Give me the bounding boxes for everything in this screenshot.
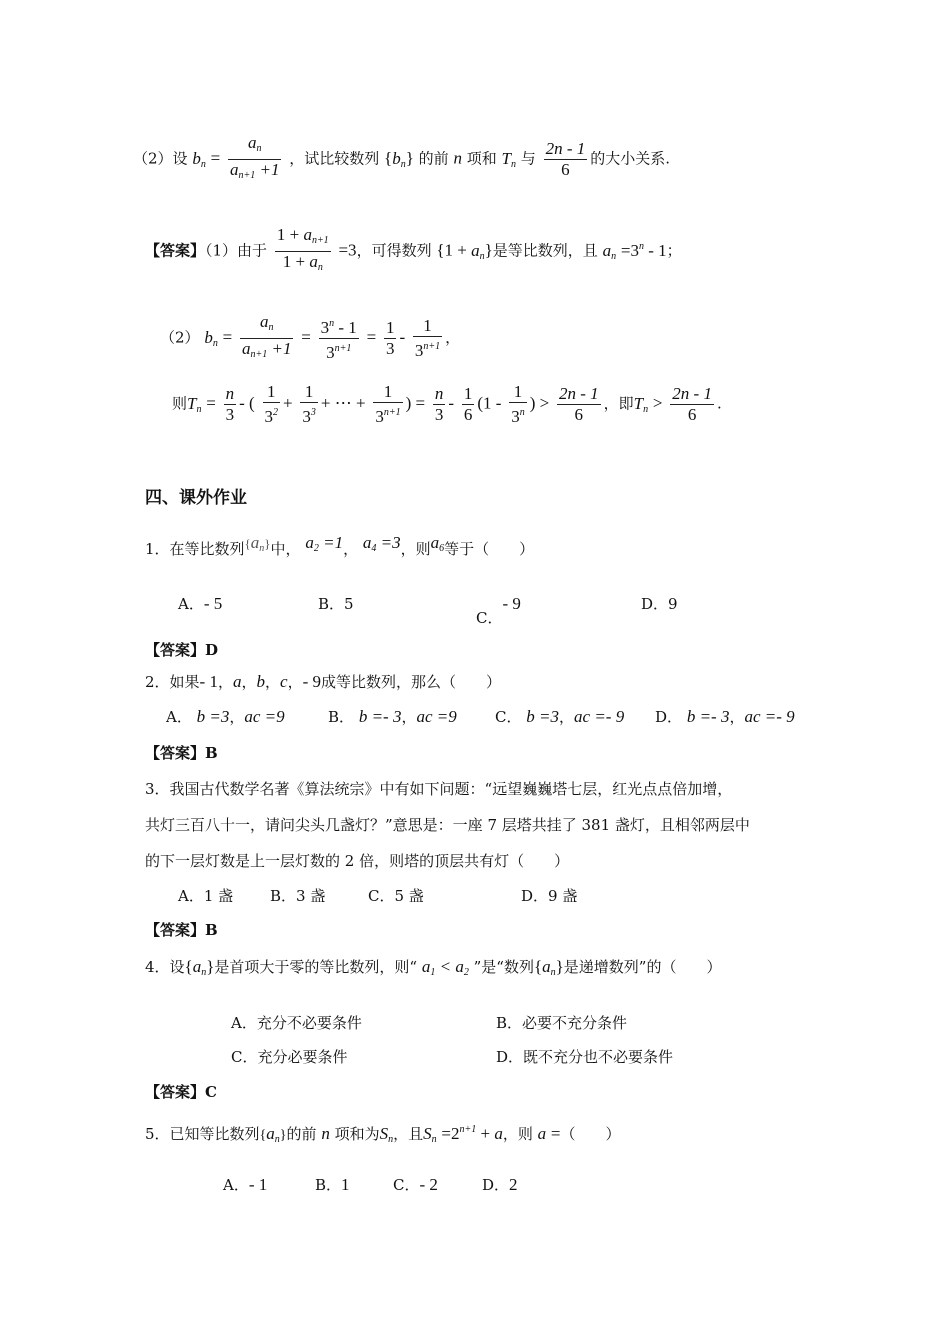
problem-3-option-b[interactable]: B．3 盏: [270, 887, 326, 905]
problem-3-option-c[interactable]: C．5 盏: [368, 887, 424, 905]
problem-3-option-d[interactable]: D．9 盏: [521, 887, 578, 905]
problem-1-stem: 1．在等比数列{an}中， a2 =1， a4 =3，则a6等于（ ）: [145, 533, 535, 558]
problem-2-answer: 【答案】B: [145, 744, 218, 762]
q2-line: （2）设 bn = $\frac{an}{an+1 +1}$ ，试比较数列 {bn} 的前 n 项和 Tn 与 $\frac{2n - 1}{6}$ 的大小关系.: [133, 133, 670, 186]
problem-4-option-c[interactable]: C．充分必要条件: [231, 1048, 348, 1066]
problem-3-line-2: 共灯三百八十一，请问尖头几盏灯？”意思是：一座 7 层塔共挂了 381 盏灯，且相邻两层中: [145, 816, 750, 834]
problem-1-answer: 【答案】D: [145, 641, 219, 659]
q2-fraction: $\frac{an}{an+1 +1}$: [229, 133, 280, 181]
problem-4-option-a[interactable]: A．充分不必要条件: [231, 1014, 362, 1032]
problem-3-line-3: 的下一层灯数是上一层灯数的 2 倍，则塔的顶层共有灯（ ）: [145, 852, 570, 870]
q2-prefix: （2）设: [133, 149, 188, 168]
answer-label: 【答案】: [145, 241, 206, 260]
answer-part1: 【答案】（1）由于 $\frac{1 + an+1}{1 + an}$ =3，可得数列 {1 + an}是等比数列，且 an $=3^n - 1$；: [145, 225, 682, 273]
problem-1-option-c[interactable]: C．- 9: [476, 594, 521, 627]
answer-part2-sum: 则Tn = $\frac{n}{3}$ - ( $\frac{1}{3^2}$ + $\frac{1}{3^3}$ + ⋯ + $\frac{1}{3^{n+1}}$ ) = $\frac{n}{3}$ - $\frac{1}{6}$ (1 - $\frac{1}{3^n}$ ) > $\frac{2n - 1}{6}$ ，即Tn > $\frac{2n - 1}{6}$ .: [172, 382, 722, 426]
problem-2-option-d[interactable]: D． b =- 3，ac =- 9: [655, 707, 795, 726]
problem-3-line-1: 3．我国古代数学名著《算法统宗》中有如下问题：“远望巍巍塔七层，红光点点倍加增，: [145, 780, 733, 798]
problem-2-stem: 2．如果- 1，a，b，c，- 9成等比数列，那么（ ）: [145, 672, 502, 691]
problem-1-option-d[interactable]: D．9: [641, 595, 678, 613]
problem-5-option-a[interactable]: A．- 1: [223, 1175, 268, 1194]
problem-3-option-a[interactable]: A．1 盏: [178, 887, 234, 905]
problem-1-option-a[interactable]: A．- 5: [178, 594, 223, 613]
problem-4-stem: 4．设{an}是首项大于零的等比数列，则“ a1 < a2 ”是“数列{an}是递增数列”的（ ）: [145, 957, 722, 978]
problem-3-answer: 【答案】B: [145, 921, 218, 939]
problem-5-option-b[interactable]: B．1: [315, 1175, 350, 1194]
problem-4-answer: 【答案】C: [145, 1083, 217, 1101]
problem-2-option-b[interactable]: B． b =- 3，ac =9: [328, 707, 457, 726]
problem-2-option-c[interactable]: C． b =3，ac =- 9: [495, 707, 625, 726]
problem-1-option-b[interactable]: B．5: [318, 595, 354, 613]
problem-4-option-b[interactable]: B．必要不充分条件: [496, 1014, 628, 1032]
section-title: 四、课外作业: [145, 488, 247, 508]
problem-5-stem: 5．已知等比数列{an}的前 n 项和为Sn，且$Sn =2^{n+1} + a$，则 a =（ ）: [145, 1124, 621, 1145]
problem-2-option-a[interactable]: A． b =3，ac =9: [166, 707, 285, 726]
problem-5-option-c[interactable]: C．- 2: [393, 1175, 438, 1194]
problem-5-option-d[interactable]: D．2: [482, 1175, 518, 1194]
problem-4-option-d[interactable]: D．既不充分也不必要条件: [496, 1048, 674, 1066]
answer-part2: （2） bn = $\frac{an}{an+1 +1}$ = $\frac{3^n - 1}{3^{n+1}}$ = $\frac{1}{3}$ - $\frac{1}{3^{n+1}}$ ，: [160, 312, 461, 362]
